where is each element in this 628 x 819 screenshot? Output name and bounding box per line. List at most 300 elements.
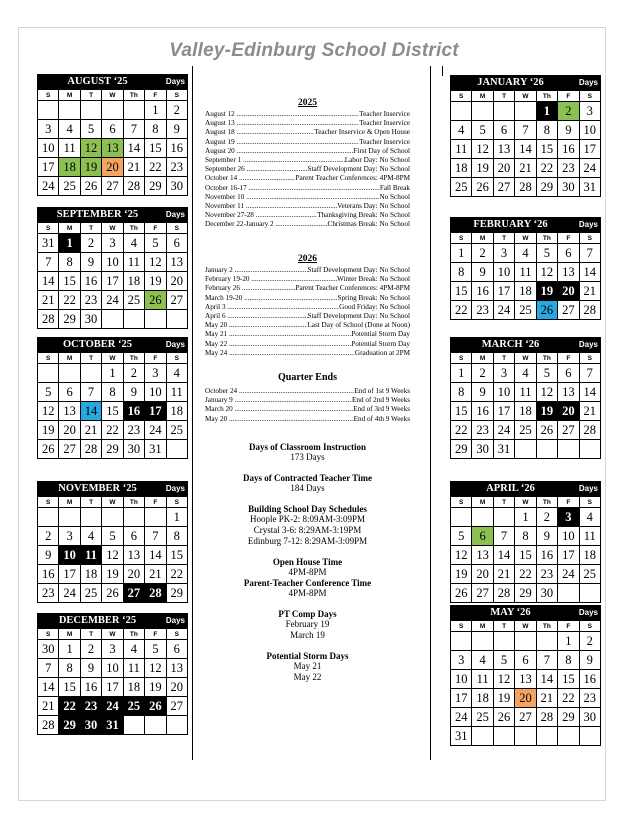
open-house-heading: Open House Time <box>272 557 343 567</box>
week-row <box>451 565 601 584</box>
day-cell: 12 <box>80 139 101 158</box>
day-cell: 2 <box>472 364 493 383</box>
day-cell: 11 <box>579 527 600 546</box>
day-cell: 7 <box>38 659 59 678</box>
day-cell: 13 <box>166 253 187 272</box>
day-cell <box>472 102 493 121</box>
day-cell: 21 <box>38 291 59 310</box>
week-row <box>38 364 188 383</box>
week-row <box>38 310 188 329</box>
week-row <box>38 234 188 253</box>
week-row <box>451 689 601 708</box>
event-date: August 20 ..... <box>205 147 354 156</box>
day-cell <box>515 102 536 121</box>
event-row <box>205 330 410 339</box>
week-row <box>38 527 188 546</box>
day-cell: 24 <box>145 421 166 440</box>
day-cell: 15 <box>451 402 472 421</box>
comp-day-1: February 19 <box>285 619 330 629</box>
day-cell: 4 <box>166 364 187 383</box>
day-cell: 8 <box>536 121 557 140</box>
day-cell: 21 <box>123 158 144 177</box>
weekday-label: Th <box>536 91 557 102</box>
day-cell: 20 <box>123 565 144 584</box>
day-cell <box>579 584 600 603</box>
event-date: November 11 ..... <box>205 202 337 211</box>
calendar-aug <box>37 74 188 196</box>
day-cell: 18 <box>80 565 101 584</box>
day-cell: 3 <box>38 120 59 139</box>
day-cell <box>451 632 472 651</box>
weekday-label: M <box>472 353 493 364</box>
day-cell: 3 <box>102 234 123 253</box>
day-cell: 4 <box>515 364 536 383</box>
day-cell: 24 <box>493 301 514 320</box>
event-date: January 2 ..... <box>205 266 308 275</box>
day-cell: 28 <box>38 716 59 735</box>
event-date: August 12 ..... <box>205 110 359 119</box>
day-cell: 20 <box>102 158 123 177</box>
week-row <box>451 440 601 459</box>
day-cell <box>38 364 59 383</box>
day-cell: 11 <box>123 659 144 678</box>
events-2026-list <box>205 266 410 358</box>
day-cell: 12 <box>145 253 166 272</box>
day-cell: 30 <box>166 177 187 196</box>
weekday-label: T <box>493 621 514 632</box>
day-cell: 25 <box>451 178 472 197</box>
day-cell: 20 <box>59 421 80 440</box>
event-date: October 16-17 ..... <box>205 184 380 193</box>
weekday-label: F <box>145 223 166 234</box>
event-desc: Staff Development Day: No School <box>307 312 410 321</box>
week-row <box>38 640 188 659</box>
day-cell <box>123 716 144 735</box>
weekday-label: S <box>451 233 472 244</box>
day-cell: 9 <box>579 651 600 670</box>
day-cell: 27 <box>166 697 187 716</box>
day-cell: 19 <box>536 282 557 301</box>
event-date: February 19-20 ..... <box>205 275 337 284</box>
day-cell: 29 <box>558 708 579 727</box>
day-cell: 28 <box>38 310 59 329</box>
day-cell: 9 <box>38 546 59 565</box>
schedule-hoople: Hoople PK-2: 8:09AM-3:09PM <box>249 514 365 524</box>
week-row <box>451 282 601 301</box>
week-row <box>451 708 601 727</box>
day-cell <box>558 727 579 746</box>
day-cell: 29 <box>451 440 472 459</box>
day-cell <box>493 508 514 527</box>
events-2025-list <box>205 110 410 230</box>
day-cell: 30 <box>472 440 493 459</box>
day-cell: 27 <box>558 301 579 320</box>
day-cell: 24 <box>102 697 123 716</box>
day-cell: 29 <box>59 310 80 329</box>
day-cell: 15 <box>451 282 472 301</box>
day-cell: 23 <box>38 584 59 603</box>
day-cell <box>102 101 123 120</box>
event-row <box>205 294 410 303</box>
weekday-label: F <box>145 629 166 640</box>
day-cell: 13 <box>493 140 514 159</box>
day-cell: 31 <box>38 234 59 253</box>
month-header <box>450 481 601 496</box>
day-cell: 9 <box>123 383 144 402</box>
weekday-label: S <box>38 353 59 364</box>
weekday-label: W <box>515 233 536 244</box>
schedule-crystal: Crystal 3-6: 8:29AM-3:19PM <box>253 525 362 535</box>
day-cell: 27 <box>493 178 514 197</box>
weekday-label: S <box>579 233 600 244</box>
day-cell: 10 <box>493 383 514 402</box>
weekday-label: T <box>80 497 101 508</box>
day-cell: 10 <box>102 659 123 678</box>
day-cell: 10 <box>38 139 59 158</box>
day-cell: 27 <box>102 177 123 196</box>
week-row <box>38 158 188 177</box>
day-cell: 10 <box>451 670 472 689</box>
day-cell: 21 <box>579 402 600 421</box>
event-row <box>205 147 410 156</box>
day-cell: 28 <box>579 301 600 320</box>
day-cell: 3 <box>145 364 166 383</box>
event-date: January 9 ..... <box>205 396 352 405</box>
day-cell: 19 <box>493 689 514 708</box>
day-cell: 28 <box>80 440 101 459</box>
day-cell: 15 <box>59 272 80 291</box>
event-desc: Thanksgiving Break: No School <box>317 211 410 220</box>
quarter-ends-list <box>205 387 410 424</box>
day-cell: 21 <box>80 421 101 440</box>
day-cell: 22 <box>558 689 579 708</box>
week-row <box>38 139 188 158</box>
month-grid <box>450 90 601 197</box>
week-row <box>38 402 188 421</box>
day-cell: 28 <box>493 584 514 603</box>
day-cell: 3 <box>493 364 514 383</box>
weekday-label: T <box>80 90 101 101</box>
day-cell: 11 <box>59 139 80 158</box>
month-name: MAY ‘26 <box>490 607 531 618</box>
day-cell: 4 <box>123 640 144 659</box>
event-row <box>205 174 410 183</box>
day-cell: 5 <box>536 364 557 383</box>
weekday-label: F <box>558 233 579 244</box>
week-row <box>451 727 601 746</box>
day-cell: 8 <box>102 383 123 402</box>
day-cell <box>123 310 144 329</box>
quarter-ends-heading: Quarter Ends <box>278 372 337 383</box>
day-cell: 28 <box>145 584 166 603</box>
day-cell: 4 <box>451 121 472 140</box>
event-desc: Labor Day: No School <box>344 156 410 165</box>
event-date: May 20 ..... <box>205 415 354 424</box>
week-row <box>38 177 188 196</box>
day-cell <box>493 102 514 121</box>
event-desc: Winter Break: No School <box>337 275 410 284</box>
day-cell: 26 <box>38 440 59 459</box>
day-cell <box>558 440 579 459</box>
day-cell: 13 <box>166 659 187 678</box>
week-row <box>451 383 601 402</box>
day-cell: 14 <box>493 546 514 565</box>
week-row <box>38 421 188 440</box>
weekday-label: Th <box>123 223 144 234</box>
day-cell: 18 <box>579 546 600 565</box>
day-cell: 10 <box>59 546 80 565</box>
day-cell: 29 <box>166 584 187 603</box>
day-cell: 5 <box>536 244 557 263</box>
day-cell: 31 <box>102 716 123 735</box>
day-cell: 15 <box>102 402 123 421</box>
day-cell: 17 <box>579 140 600 159</box>
day-cell: 1 <box>102 364 123 383</box>
day-cell: 16 <box>123 402 144 421</box>
day-cell: 3 <box>59 527 80 546</box>
day-cell: 3 <box>558 508 579 527</box>
day-cell: 8 <box>59 253 80 272</box>
event-row <box>205 202 410 211</box>
day-cell: 5 <box>493 651 514 670</box>
week-row <box>451 244 601 263</box>
day-cell: 27 <box>472 584 493 603</box>
event-row <box>205 303 410 312</box>
month-name: MARCH ‘26 <box>481 339 540 350</box>
event-date: August 13 ..... <box>205 119 359 128</box>
month-name: NOVEMBER ‘25 <box>58 483 137 494</box>
day-cell: 19 <box>102 565 123 584</box>
divider-left <box>192 66 193 760</box>
day-cell: 13 <box>123 546 144 565</box>
day-cell: 16 <box>558 140 579 159</box>
week-row <box>38 272 188 291</box>
event-row <box>205 193 410 202</box>
day-cell: 22 <box>166 565 187 584</box>
weekday-label: F <box>145 497 166 508</box>
day-cell: 5 <box>102 527 123 546</box>
day-cell: 10 <box>493 263 514 282</box>
days-label: Days <box>578 484 598 493</box>
day-cell: 18 <box>515 402 536 421</box>
storm-days-heading: Potential Storm Days <box>266 651 349 661</box>
day-cell: 23 <box>579 689 600 708</box>
day-cell <box>515 440 536 459</box>
day-cell: 19 <box>145 272 166 291</box>
event-row <box>205 156 410 165</box>
day-cell: 28 <box>579 421 600 440</box>
day-cell: 2 <box>166 101 187 120</box>
weekday-label: F <box>558 621 579 632</box>
day-cell: 13 <box>59 402 80 421</box>
day-cell: 5 <box>145 234 166 253</box>
day-cell: 16 <box>536 546 557 565</box>
event-row <box>205 349 410 358</box>
day-cell: 9 <box>536 527 557 546</box>
events-2025-heading: 2025 <box>298 98 317 108</box>
weekday-label: F <box>145 353 166 364</box>
day-cell: 8 <box>558 651 579 670</box>
day-cell: 4 <box>579 508 600 527</box>
weekday-label: T <box>493 91 514 102</box>
week-row <box>38 508 188 527</box>
day-cell: 27 <box>558 421 579 440</box>
event-row <box>205 275 410 284</box>
day-cell <box>80 101 101 120</box>
day-cell: 15 <box>59 678 80 697</box>
day-cell: 8 <box>59 659 80 678</box>
day-cell: 29 <box>59 716 80 735</box>
day-cell: 14 <box>80 402 101 421</box>
weekday-label: W <box>515 497 536 508</box>
day-cell: 18 <box>515 282 536 301</box>
day-cell <box>102 508 123 527</box>
day-cell <box>38 101 59 120</box>
weekday-label: S <box>166 353 187 364</box>
day-cell: 26 <box>145 697 166 716</box>
day-cell: 11 <box>515 263 536 282</box>
month-name: FEBRUARY ‘26 <box>473 219 548 230</box>
comp-days-heading: PT Comp Days <box>278 609 337 619</box>
day-cell: 20 <box>558 402 579 421</box>
week-row <box>451 102 601 121</box>
day-cell: 9 <box>80 253 101 272</box>
day-cell: 7 <box>579 244 600 263</box>
event-desc: Fall Break <box>379 183 410 192</box>
month-header <box>37 613 188 628</box>
day-cell <box>102 310 123 329</box>
day-cell: 13 <box>558 383 579 402</box>
day-cell: 19 <box>472 159 493 178</box>
day-cell: 14 <box>145 546 166 565</box>
day-cell: 20 <box>166 272 187 291</box>
day-cell: 12 <box>472 140 493 159</box>
day-cell: 19 <box>80 158 101 177</box>
day-cell: 25 <box>80 584 101 603</box>
day-cell: 30 <box>38 640 59 659</box>
week-row <box>451 670 601 689</box>
month-name: AUGUST ‘25 <box>67 76 128 87</box>
event-desc: End of 3rd 9 Weeks <box>353 405 410 414</box>
day-cell: 12 <box>451 546 472 565</box>
day-cell <box>166 716 187 735</box>
day-cell: 7 <box>80 383 101 402</box>
day-cell: 6 <box>493 121 514 140</box>
day-cell: 6 <box>102 120 123 139</box>
event-row <box>205 312 410 321</box>
event-desc: Teacher Inservice <box>359 119 410 128</box>
day-cell: 12 <box>145 659 166 678</box>
week-row <box>451 178 601 197</box>
ptc-value: 4PM-8PM <box>288 588 327 598</box>
calendar-apr <box>450 481 601 603</box>
day-cell <box>472 727 493 746</box>
day-cell: 6 <box>166 640 187 659</box>
contract-days-heading: Days of Contracted Teacher Time <box>243 473 372 483</box>
day-cell: 26 <box>536 301 557 320</box>
day-cell: 27 <box>59 440 80 459</box>
weekday-label: S <box>579 621 600 632</box>
day-cell: 1 <box>515 508 536 527</box>
day-cell: 23 <box>558 159 579 178</box>
day-cell: 16 <box>80 678 101 697</box>
day-cell: 7 <box>145 527 166 546</box>
day-cell <box>123 101 144 120</box>
weekday-label: S <box>451 497 472 508</box>
month-header <box>450 217 601 232</box>
day-cell: 7 <box>38 253 59 272</box>
calendar-feb <box>450 217 601 320</box>
day-cell: 31 <box>451 727 472 746</box>
days-label: Days <box>578 78 598 87</box>
event-date: August 19 ..... <box>205 138 359 147</box>
days-label: Days <box>578 340 598 349</box>
event-row <box>205 184 410 193</box>
day-cell: 17 <box>59 565 80 584</box>
day-cell: 4 <box>515 244 536 263</box>
day-cell: 19 <box>536 402 557 421</box>
day-cell: 15 <box>145 139 166 158</box>
event-row <box>205 138 410 147</box>
day-cell: 22 <box>451 421 472 440</box>
day-cell: 27 <box>123 584 144 603</box>
weekday-label: T <box>493 353 514 364</box>
day-cell: 18 <box>123 678 144 697</box>
day-cell: 26 <box>472 178 493 197</box>
day-cell: 17 <box>102 272 123 291</box>
day-cell: 2 <box>80 234 101 253</box>
day-cell: 12 <box>102 546 123 565</box>
days-label: Days <box>165 210 185 219</box>
week-row <box>451 632 601 651</box>
day-cell: 6 <box>558 364 579 383</box>
week-row <box>38 253 188 272</box>
week-row <box>451 546 601 565</box>
quarter-ends <box>205 372 410 424</box>
day-cell: 25 <box>59 177 80 196</box>
day-cell: 24 <box>451 708 472 727</box>
day-cell: 28 <box>123 177 144 196</box>
day-cell: 24 <box>579 159 600 178</box>
weekday-label: T <box>80 353 101 364</box>
day-cell: 25 <box>123 291 144 310</box>
day-cell: 1 <box>59 234 80 253</box>
day-cell: 12 <box>536 383 557 402</box>
day-cell: 22 <box>145 158 166 177</box>
week-row <box>38 120 188 139</box>
weekday-label: M <box>59 90 80 101</box>
weekday-label: T <box>493 497 514 508</box>
day-cell: 11 <box>472 670 493 689</box>
day-cell: 22 <box>59 291 80 310</box>
day-cell: 26 <box>102 584 123 603</box>
day-cell <box>451 102 472 121</box>
week-row <box>451 584 601 603</box>
weekday-label: W <box>102 90 123 101</box>
storm-day-2: May 22 <box>293 672 322 682</box>
day-cell: 30 <box>579 708 600 727</box>
day-cell: 19 <box>451 565 472 584</box>
day-cell: 22 <box>536 159 557 178</box>
days-label: Days <box>165 616 185 625</box>
day-cell: 13 <box>472 546 493 565</box>
event-date: October 24 ..... <box>205 387 354 396</box>
day-cell <box>59 101 80 120</box>
day-cell: 20 <box>558 282 579 301</box>
day-cell: 19 <box>145 678 166 697</box>
day-cell: 23 <box>472 421 493 440</box>
week-row <box>451 508 601 527</box>
